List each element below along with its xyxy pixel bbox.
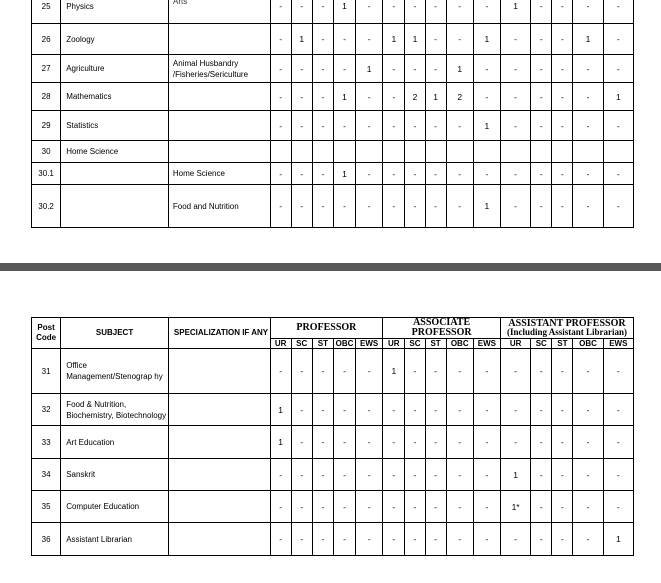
vacancy-cell: - [425,426,446,459]
vacancy-cell: - [573,185,603,228]
vacancy-cell: - [552,111,573,141]
subject-cell: Art Education [61,426,169,459]
vacancy-cell: - [383,163,405,185]
specialization-cell [168,83,270,111]
header-category: UR [270,339,291,349]
post-code-cell: 30.1 [32,163,61,185]
vacancy-cell: - [446,459,473,491]
vacancy-cell: - [573,491,603,523]
vacancy-cell: - [531,163,552,185]
subject-cell: Food & Nutrition, Biochemistry, Biotechnology [61,394,169,426]
vacancy-cell: - [473,349,500,394]
vacancy-cell: - [552,83,573,111]
vacancy-cell: 2 [405,83,425,111]
vacancy-cell: - [333,185,355,228]
header-assistant-professor [501,318,634,339]
vacancy-cell [500,141,530,163]
vacancy-cell: - [312,394,333,426]
subject-cell: Computer Education [61,491,169,523]
vacancy-cell: - [552,55,573,83]
vacancy-cell: - [312,426,333,459]
vacancy-cell: 1 [501,459,531,491]
vacancy-cell: - [552,163,573,185]
vacancy-cell [356,141,383,163]
subject-cell: Assistant Librarian [61,523,169,556]
vacancy-cell: - [312,111,333,141]
vacancy-cell: - [291,523,312,556]
page-separator [0,263,661,271]
vacancy-cell: - [603,0,633,24]
vacancy-cell: 1 [270,394,291,426]
vacancy-cell: - [603,491,633,523]
vacancy-cell: - [500,24,530,55]
vacancy-cell: - [603,163,633,185]
subject-cell: Office Management/Stenograp hy [61,349,169,394]
vacancy-cell: - [473,459,500,491]
vacancy-cell: - [531,491,552,523]
header-associate-professor: ASSOCIATE PROFESSOR [383,318,501,339]
vacancy-cell [552,141,573,163]
specialization-cell [168,426,270,459]
vacancy-cell: - [425,185,446,228]
vacancy-cell: - [446,185,473,228]
header-category: SC [291,339,312,349]
header-category: UR [383,339,405,349]
header-category: OBC [573,339,603,349]
vacancy-cell: - [270,491,291,523]
header-assistant-title: ASSISTANT PROFESSOR [508,318,626,329]
vacancy-cell: - [531,0,552,24]
vacancy-cell: - [531,185,552,228]
vacancy-cell: - [405,55,425,83]
vacancy-cell: - [603,426,633,459]
subject-cell: Home Science [61,141,169,163]
vacancy-cell: - [291,349,312,394]
table-row [32,349,634,394]
vacancy-cell: - [552,491,573,523]
vacancy-cell: - [356,0,383,24]
vacancy-cell: - [270,185,291,228]
vacancy-cell: - [312,163,333,185]
vacancy-cell: 1 [333,83,355,111]
post-code-cell: 29 [32,111,61,141]
vacancy-cell: - [356,111,383,141]
header-category: ST [552,339,573,349]
vacancy-cell: - [473,491,500,523]
vacancy-cell: - [312,349,333,394]
vacancy-cell: - [333,111,355,141]
vacancy-cell: - [531,394,552,426]
vacancy-cell: - [603,111,633,141]
vacancy-cell: - [446,394,473,426]
vacancy-cell: - [573,394,603,426]
specialization-cell [168,141,270,163]
vacancy-cell: - [291,55,312,83]
table-row [32,491,634,523]
header-assistant-subtitle: (Including Assistant Librarian) [506,327,628,337]
vacancy-cell: 1 [270,426,291,459]
table-row [32,111,634,141]
vacancy-cell: - [333,24,355,55]
vacancy-cell: - [333,459,355,491]
table-row [32,83,634,111]
vacancy-cell: - [500,185,530,228]
vacancy-cell: - [573,55,603,83]
vacancy-cell: - [356,426,383,459]
vacancy-cell: - [312,523,333,556]
vacancy-cell: - [425,24,446,55]
vacancy-cell: - [291,0,312,24]
vacancy-cell: - [270,523,291,556]
vacancy-cell: - [425,491,446,523]
vacancy-cell: - [383,394,405,426]
vacancy-cell: - [270,0,291,24]
post-code-cell: 35 [32,491,61,523]
vacancy-cell: - [405,185,425,228]
vacancy-cell: - [552,459,573,491]
vacancy-cell: - [333,426,355,459]
vacancy-cell: - [270,55,291,83]
vacancy-cell: - [500,163,530,185]
specialization-cell [168,24,270,55]
vacancy-cell: - [552,394,573,426]
header-category: SC [405,339,425,349]
vacancy-cell: - [573,83,603,111]
vacancy-cell: 1 [383,349,405,394]
vacancy-cell: - [425,394,446,426]
vacancy-cell: - [405,394,425,426]
header-category: OBC [446,339,473,349]
post-code-cell: 30.2 [32,185,61,228]
header-category: OBC [333,339,355,349]
vacancy-cell: - [270,163,291,185]
vacancy-cell: - [270,111,291,141]
subject-cell: Sanskrit [61,459,169,491]
vacancy-cell [425,141,446,163]
post-code-cell: 31 [32,349,61,394]
vacancy-cell: - [291,459,312,491]
vacancy-cell: - [356,394,383,426]
vacancy-cell: 1* [501,491,531,523]
vacancy-cell: - [501,394,531,426]
header-category: SC [531,339,552,349]
vacancy-cell: - [270,24,291,55]
vacancy-cell: 1 [473,24,500,55]
subject-cell: Statistics [61,111,169,141]
vacancy-cell: - [356,349,383,394]
vacancy-cell: - [405,426,425,459]
vacancy-cell: - [425,163,446,185]
vacancy-cell: - [291,394,312,426]
vacancy-cell: - [312,0,333,24]
vacancy-cell: - [425,0,446,24]
vacancy-cell: - [531,459,552,491]
vacancy-cell [446,141,473,163]
header-category: EWS [356,339,383,349]
vacancy-cell: - [333,55,355,83]
vacancy-cell: - [573,426,603,459]
post-code-cell: 27 [32,55,61,83]
vacancy-cell: - [603,55,633,83]
vacancy-cell: - [573,0,603,24]
vacancy-cell: - [405,459,425,491]
vacancy-cell: - [312,55,333,83]
vacancy-cell: - [333,349,355,394]
subject-cell: Zoology [61,24,169,55]
post-code-cell: 34 [32,459,61,491]
vacancy-cell: - [552,0,573,24]
vacancy-cell: - [383,491,405,523]
vacancy-cell: - [383,523,405,556]
vacancy-cell: - [531,111,552,141]
vacancy-cell: - [531,349,552,394]
vacancy-cell [531,141,552,163]
vacancy-cell: - [473,83,500,111]
vacancy-cell: - [356,523,383,556]
vacancy-cell: - [531,426,552,459]
vacancy-cell: - [291,426,312,459]
vacancy-cell: - [573,459,603,491]
vacancy-cell: - [500,111,530,141]
header-specialization: SPECIALIZATION IF ANY [168,318,270,349]
vacancy-cell: 1 [473,185,500,228]
vacancy-cell: - [446,491,473,523]
header-category: EWS [473,339,500,349]
vacancy-cell: - [552,24,573,55]
specialization-cell: Food and Nutrition [168,185,270,228]
table-row [32,0,634,24]
vacancy-cell: - [446,111,473,141]
vacancy-cell: - [501,523,531,556]
vacancy-cell: - [291,111,312,141]
vacancy-cell: - [425,459,446,491]
vacancy-cell: - [270,459,291,491]
post-code-cell: 28 [32,83,61,111]
vacancy-cell: - [603,24,633,55]
vacancy-cell: - [291,163,312,185]
vacancy-cell: - [356,491,383,523]
vacancy-cell [405,141,425,163]
post-code-cell: 32 [32,394,61,426]
specialization-cell [168,111,270,141]
vacancy-cell: - [446,523,473,556]
vacancy-cell: - [383,83,405,111]
table-row [32,141,634,163]
vacancy-cell: - [552,523,573,556]
vacancy-cell: - [405,491,425,523]
vacancy-cell [473,141,500,163]
vacancy-cell: - [446,426,473,459]
vacancy-cell: - [356,459,383,491]
vacancy-cell: - [573,111,603,141]
posts-table-top [31,0,634,228]
vacancy-cell: - [473,55,500,83]
subject-cell [61,185,169,228]
header-post-code: Post Code [32,318,61,349]
vacancy-cell: - [312,83,333,111]
vacancy-cell: 1 [425,83,446,111]
vacancy-cell [333,141,355,163]
vacancy-cell: - [312,185,333,228]
vacancy-cell [312,141,333,163]
vacancy-cell: - [270,83,291,111]
specialization-cell [168,349,270,394]
vacancy-cell: - [500,83,530,111]
posts-table-bottom [31,317,634,556]
vacancy-cell: - [356,24,383,55]
vacancy-cell: - [383,459,405,491]
vacancy-cell: 1 [603,523,633,556]
post-code-cell: 25 [32,0,61,24]
vacancy-cell: - [356,83,383,111]
vacancy-cell: - [291,491,312,523]
vacancy-cell: - [573,349,603,394]
table-row [32,426,634,459]
vacancy-cell: - [425,111,446,141]
header-category: ST [425,339,446,349]
header-category: EWS [603,339,633,349]
vacancy-cell: - [473,394,500,426]
vacancy-cell: - [531,83,552,111]
vacancy-cell: - [356,185,383,228]
vacancy-cell: - [473,523,500,556]
vacancy-cell: - [603,394,633,426]
specialization-cell [168,459,270,491]
vacancy-cell: - [405,163,425,185]
vacancy-cell: - [383,111,405,141]
subject-cell: Physics [61,0,169,24]
vacancy-cell: - [531,523,552,556]
vacancy-cell: - [383,55,405,83]
post-code-cell: 26 [32,24,61,55]
header-category: UR [501,339,531,349]
post-code-cell: 33 [32,426,61,459]
vacancy-cell: - [333,523,355,556]
subject-cell: Mathematics [61,83,169,111]
vacancy-cell: - [425,55,446,83]
vacancy-cell: - [446,349,473,394]
vacancy-cell: - [333,491,355,523]
subject-cell [61,163,169,185]
vacancy-cell: - [603,349,633,394]
vacancy-cell [573,141,603,163]
table-row [32,185,634,228]
vacancy-cell: - [446,24,473,55]
vacancy-cell: 2 [446,83,473,111]
specialization-cell: Animal Husbandry /Fisheries/Sericulture [168,55,270,83]
vacancy-cell: 1 [603,83,633,111]
specialization-cell [168,0,270,24]
vacancy-cell: - [552,185,573,228]
vacancy-cell: - [603,459,633,491]
table-row [32,523,634,556]
table-row [32,24,634,55]
vacancy-cell [383,141,405,163]
table-row [32,55,634,83]
vacancy-cell: - [312,491,333,523]
vacancy-cell: - [383,0,405,24]
vacancy-cell: - [383,426,405,459]
vacancy-cell: - [603,185,633,228]
specialization-cell [168,394,270,426]
vacancy-cell: - [573,163,603,185]
vacancy-cell: - [291,83,312,111]
vacancy-cell: 1 [333,0,355,24]
vacancy-cell: - [473,426,500,459]
vacancy-cell: - [405,349,425,394]
vacancy-cell: - [356,163,383,185]
table-row [32,394,634,426]
vacancy-cell: 1 [383,24,405,55]
vacancy-cell: - [573,523,603,556]
vacancy-cell: - [552,349,573,394]
header-subject: SUBJECT [61,318,169,349]
vacancy-cell: 1 [473,111,500,141]
vacancy-cell: 1 [500,0,530,24]
vacancy-cell: - [405,0,425,24]
vacancy-cell: - [501,426,531,459]
vacancy-cell: 1 [356,55,383,83]
vacancy-cell [603,141,633,163]
vacancy-cell: - [501,349,531,394]
table-row [32,163,634,185]
vacancy-cell: - [312,24,333,55]
specialization-cell [168,491,270,523]
vacancy-cell: - [446,0,473,24]
vacancy-cell: 1 [333,163,355,185]
vacancy-cell: - [312,459,333,491]
vacancy-cell: - [473,163,500,185]
vacancy-cell: - [291,185,312,228]
vacancy-cell: - [531,55,552,83]
vacancy-cell: 1 [291,24,312,55]
specialization-cell [168,523,270,556]
post-code-cell: 30 [32,141,61,163]
vacancy-cell: - [425,523,446,556]
specialization-cell: Home Science [168,163,270,185]
vacancy-cell: - [446,163,473,185]
table-row [32,459,634,491]
vacancy-cell: - [405,523,425,556]
vacancy-cell: - [500,55,530,83]
vacancy-cell: 1 [446,55,473,83]
vacancy-cell [291,141,312,163]
vacancy-cell: - [383,185,405,228]
vacancy-cell: - [405,111,425,141]
cut-off-text: Arts [173,0,188,6]
vacancy-cell: - [531,24,552,55]
vacancy-cell: - [333,394,355,426]
vacancy-cell: - [270,349,291,394]
header-category: ST [312,339,333,349]
header-professor: PROFESSOR [270,318,383,339]
vacancy-cell: - [552,426,573,459]
vacancy-cell: - [425,349,446,394]
post-code-cell: 36 [32,523,61,556]
vacancy-cell: 1 [405,24,425,55]
vacancy-cell [270,141,291,163]
subject-cell: Agriculture [61,55,169,83]
vacancy-cell: - [473,0,500,24]
vacancy-cell: 1 [573,24,603,55]
